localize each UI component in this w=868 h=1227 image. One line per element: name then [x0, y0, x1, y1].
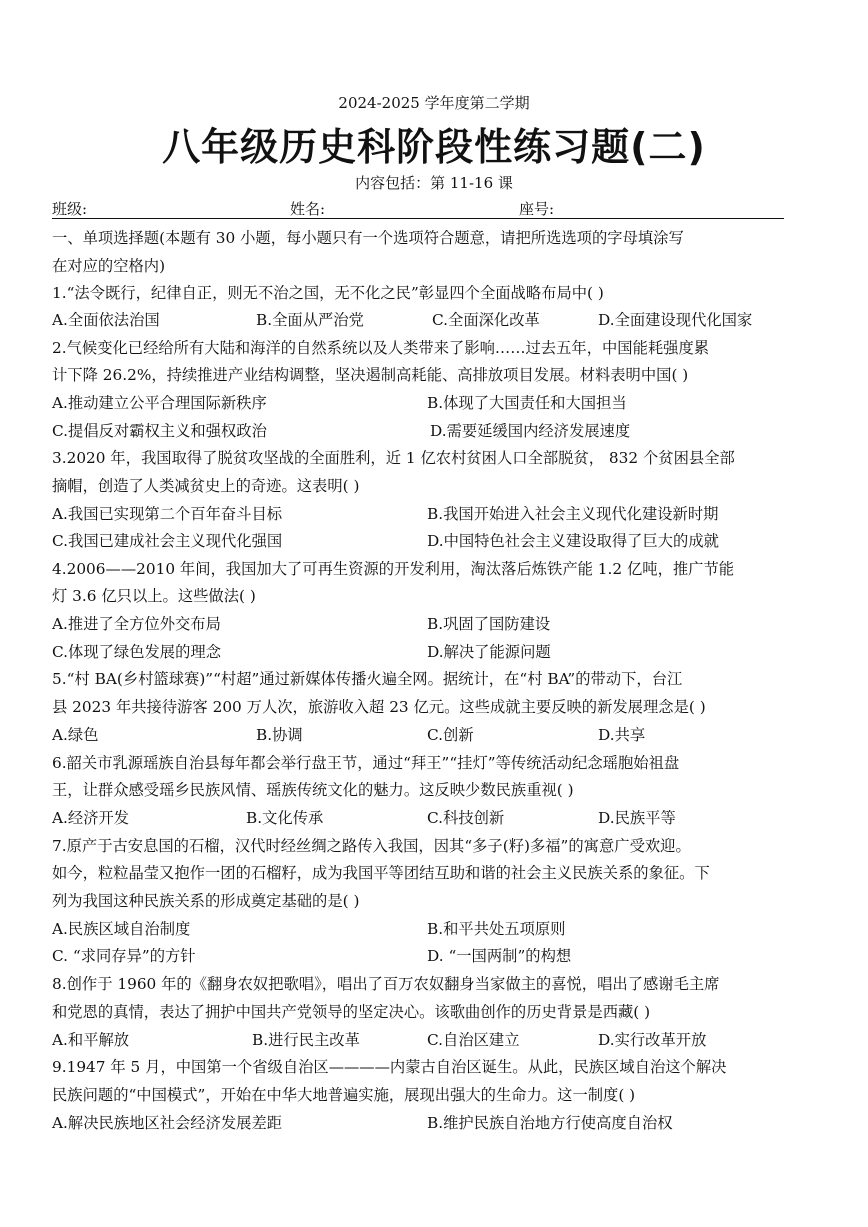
question-1-line-1: 1.“法令既行，纪律自正，则无不治之国，无不化之民”彰显四个全面战略布局中( ): [52, 284, 604, 302]
question-6-option-a: A.经济开发: [52, 809, 130, 827]
question-7-line-3: 列为我国这种民族关系的形成奠定基础的是( ): [52, 892, 360, 910]
question-6-line-1: 6.韶关市乳源瑶族自治县每年都会举行盘王节，通过“拜王”“挂灯”等传统活动纪念瑶胞始祖盘: [52, 754, 680, 772]
question-3-option-b: B.我国开始进入社会主义现代化建设新时期: [427, 505, 719, 523]
question-5-option-d: D.共享: [598, 726, 646, 744]
content-scope: 内容包括：第 11-16 课: [355, 174, 513, 192]
question-7-option-a: A.民族区域自治制度: [52, 920, 191, 938]
question-7-option-c: C. “求同存异”的方针: [52, 947, 196, 965]
question-9-line-1: 9.1947 年 5 月，中国第一个省级自治区————内蒙古自治区诞生。从此，民族区域自治这个解决: [52, 1058, 727, 1076]
question-1-option-a: A.全面依法治国: [52, 311, 160, 329]
question-5-option-a: A.绿色: [52, 726, 99, 744]
school-year: 2024-2025 学年度第二学期: [338, 94, 530, 112]
question-7-line-2: 如今，粒粒晶莹又抱作一团的石榴籽，成为我国平等团结互助和谐的社会主义民族关系的象征。下: [52, 864, 710, 882]
question-7-line-1: 7.原产于古安息国的石榴，汉代时经丝绸之路传入我国，因其“多子(籽)多福”的寓意广受欢迎。: [52, 837, 691, 855]
question-2-line-1: 2.气候变化已经给所有大陆和海洋的自然系统以及人类带来了影响……过去五年，中国能耗强度累: [52, 339, 710, 357]
question-7-option-b: B.和平共处五项原则: [427, 920, 566, 938]
question-5-option-c: C.创新: [427, 726, 474, 744]
question-9-option-a: A.解决民族地区社会经济发展差距: [52, 1114, 283, 1132]
name-label: 姓名:: [290, 200, 326, 218]
question-5-line-1: 5.“村 BA(乡村篮球赛)”“村超”通过新媒体传播火遍全网。据统计，在“村 BA”的带动下，台江: [52, 670, 683, 688]
question-2-option-b: B.体现了大国责任和大国担当: [427, 394, 627, 412]
page-title: 八年级历史科阶段性练习题(二): [162, 125, 706, 169]
section-instructions-line-2: 在对应的空格内): [52, 257, 166, 275]
question-7-option-d: D. “一国两制”的构想: [427, 947, 572, 965]
question-1-option-b: B.全面从严治党: [256, 311, 364, 329]
question-9-option-b: B.维护民族自治地方行使高度自治权: [427, 1114, 673, 1132]
question-3-option-c: C.我国已建成社会主义现代化强国: [52, 532, 283, 550]
question-6-option-d: D.民族平等: [598, 809, 676, 827]
question-4-option-b: B.巩固了国防建设: [427, 615, 551, 633]
question-5-line-2: 县 2023 年共接待游客 200 万人次，旅游收入超 23 亿元。这些成就主要反映的新发展理念是( ): [52, 698, 706, 716]
class-label: 班级:: [52, 200, 88, 218]
question-6-line-2: 王，让群众感受瑶乡民族风情、瑶族传统文化的魅力。这反映少数民族重视( ): [52, 781, 574, 799]
question-8-option-b: B.进行民主改革: [252, 1031, 360, 1049]
question-8-line-2: 和党恩的真情，表达了拥护中国共产党领导的坚定决心。该歌曲创作的历史背景是西藏( ): [52, 1003, 651, 1021]
question-8-option-c: C.自治区建立: [427, 1031, 520, 1049]
question-5-option-b: B.协调: [256, 726, 303, 744]
question-2-option-d: D.需要延缓国内经济发展速度: [430, 422, 631, 440]
question-3-line-2: 摘帽，创造了人类减贫史上的奇迹。这表明( ): [52, 477, 360, 495]
question-8-option-a: A.和平解放: [52, 1031, 130, 1049]
question-4-line-2: 灯 3.6 亿只以上。这些做法( ): [52, 587, 256, 605]
question-2-line-2: 计下降 26.2%，持续推进产业结构调整，坚决遏制高耗能、高排放项目发展。材料表明中国( ): [52, 366, 689, 384]
question-2-option-a: A.推动建立公平合理国际新秩序: [52, 394, 267, 412]
section-instructions-line-1: 一、单项选择题(本题有 30 小题，每小题只有一个选项符合题意，请把所选选项的字母填涂写: [52, 229, 684, 247]
question-4-option-c: C.体现了绿色发展的理念: [52, 643, 221, 661]
question-8-option-d: D.实行改革开放: [598, 1031, 707, 1049]
student-info-row: [52, 198, 784, 219]
question-2-option-c: C.提倡反对霸权主义和强权政治: [52, 422, 267, 440]
question-4-option-a: A.推进了全方位外交布局: [52, 615, 221, 633]
question-8-line-1: 8.创作于 1960 年的《翻身农奴把歌唱》，唱出了百万农奴翻身当家做主的喜悦，唱出了感谢毛主席: [52, 975, 720, 993]
question-1-option-d: D.全面建设现代化国家: [598, 311, 753, 329]
question-6-option-b: B.文化传承: [246, 809, 324, 827]
question-3-line-1: 3.2020 年，我国取得了脱贫攻坚战的全面胜利，近 1 亿农村贫困人口全部脱贫， 832 个贫困县全部: [52, 449, 735, 467]
question-3-option-a: A.我国已实现第二个百年奋斗目标: [52, 505, 283, 523]
question-6-option-c: C.科技创新: [427, 809, 505, 827]
question-1-option-c: C.全面深化改革: [432, 311, 540, 329]
question-9-line-2: 民族问题的“中国模式”，开始在中华大地普遍实施，展现出强大的生命力。这一制度( ): [52, 1086, 636, 1104]
question-4-line-1: 4.2006——2010 年间，我国加大了可再生资源的开发利用，淘汰落后炼铁产能 1.2 亿吨，推广节能: [52, 560, 735, 578]
question-4-option-d: D.解决了能源问题: [427, 643, 551, 661]
seat-label: 座号:: [519, 200, 555, 218]
question-3-option-d: D.中国特色社会主义建设取得了巨大的成就: [427, 532, 719, 550]
